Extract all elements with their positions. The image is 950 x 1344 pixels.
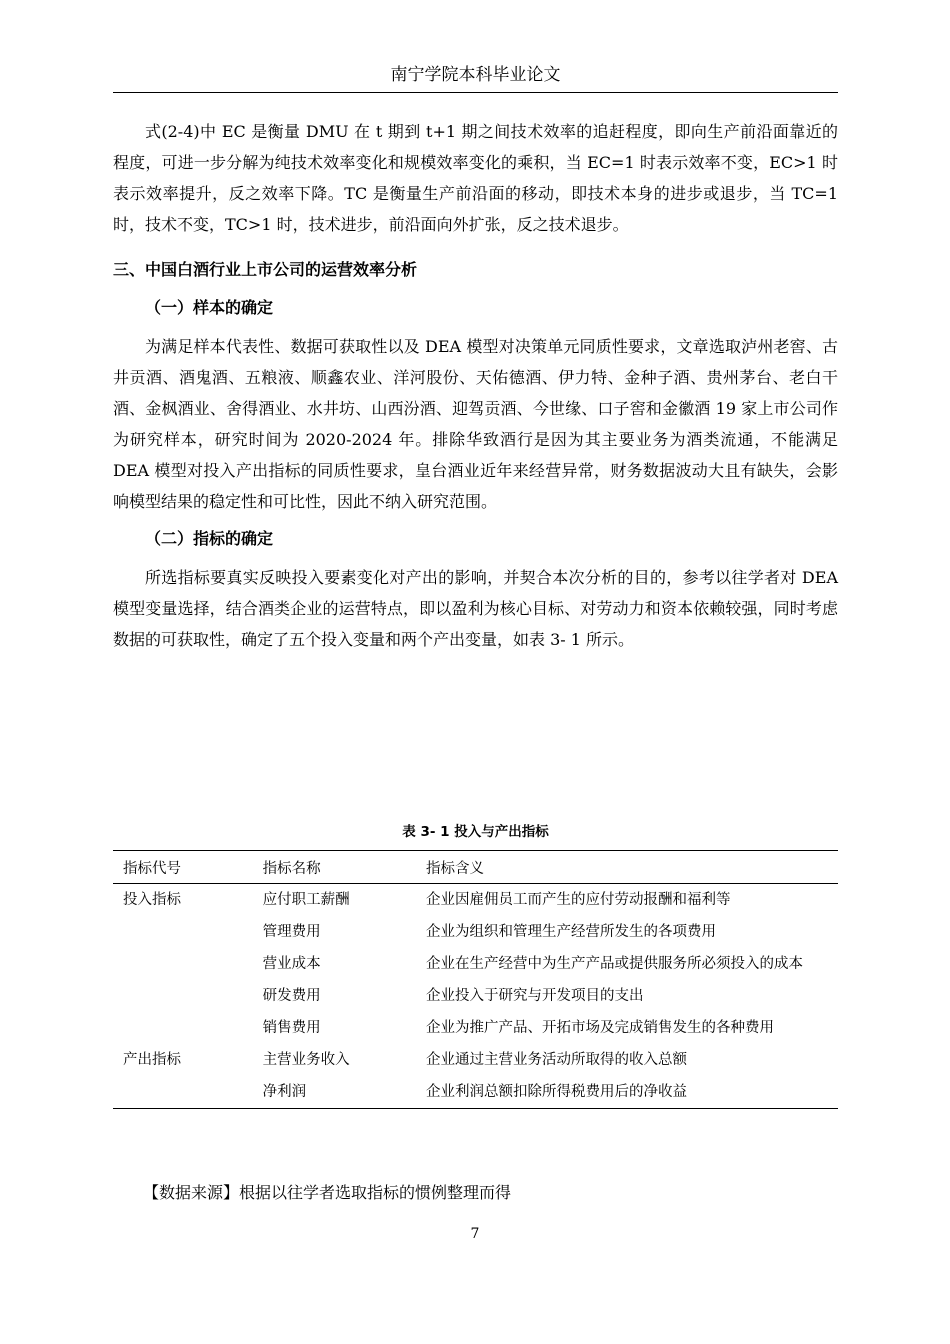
subsection-1-heading: （一）样本的确定: [145, 298, 274, 317]
paragraph-indicators: 所选指标要真实反映投入要素变化对产出的影响，并契合本次分析的目的，参考以往学者对 DEA 模型变量选择，结合酒类企业的运营特点，即以盈利为核心目标、对劳动力和资本依赖较强，同时考虑数据的可获取性，确定了五个投入变量和两个产出变量，如表 3- 1 所示。: [113, 568, 838, 649]
table-cell: 主营业务收入: [262, 1052, 350, 1068]
table-cell: 企业因雇佣员工而产生的应付劳动报酬和福利等: [426, 892, 731, 908]
table-cell: [113, 1076, 253, 1109]
paragraph-ec-tc: 式(2-4)中 EC 是衡量 DMU 在 t 期到 t+1 期之间技术效率的追赶程度，即向生产前沿面靠近的程度，可进一步分解为纯技术效率变化和规模效率变化的乘积，当 EC=1 时表示效率不变，EC>1 时表示效率提升，反之效率下降。TC 是衡量生产前沿面的移动，即技术本身的进步或退步，当 TC=1 时，技术不变，TC>1 时，技术进步，前沿面向外扩张，反之技术退步。: [113, 122, 838, 234]
section-3-heading: 三、中国白酒行业上市公司的运营效率分析: [113, 260, 418, 279]
body-text: [113, 116, 838, 655]
table-cell: [113, 980, 253, 1012]
table-header-cell: 指标代号: [113, 851, 253, 884]
table-header-cell: 指标含义: [416, 851, 838, 884]
table-header-row: [113, 851, 838, 884]
table-row: [113, 1076, 838, 1109]
page-number: 7: [470, 1226, 480, 1242]
table-cell: 净利润: [253, 1076, 416, 1109]
table-cell: 企业利润总额扣除所得税费用后的净收益: [416, 1076, 838, 1109]
header-rule: [113, 92, 838, 93]
subsection-2-heading: （二）指标的确定: [145, 529, 274, 548]
table-cell: 应付职工薪酬: [262, 892, 350, 908]
table-cell: 企业投入于研究与开发项目的支出: [426, 988, 644, 1004]
table-cell: 营业成本: [262, 956, 321, 972]
table-cell: 企业在生产经营中为生产产品或提供服务所必须投入的成本: [426, 956, 804, 972]
table-cell: 研发费用: [262, 988, 321, 1004]
table-cell: [113, 948, 253, 980]
paragraph-sample: 为满足样本代表性、数据可获取性以及 DEA 模型对决策单元同质性要求，文章选取泸州老窖、古井贡酒、酒鬼酒、五粮液、顺鑫农业、洋河股份、天佑德酒、伊力特、金种子酒、贵州茅台、老白干酒、金枫酒业、舍得酒业、水井坊、山西汾酒、迎驾贡酒、今世缘、口子窖和金徽酒 19 家上市公司作为研究样本，研究时间为 2020-2024 年。排除华致酒行是因为其主要业务为酒类流通，不能满足 DEA 模型对投入产出指标的同质性要求，皇台酒业近年来经营异常，财务数据波动大且有缺失，会影响模型结果的稳定性和可比性，因此不纳入研究范围。: [113, 337, 838, 511]
table-cell: 企业为组织和管理生产经营所发生的各项费用: [426, 924, 717, 940]
page-header: 南宁学院本科毕业论文: [390, 65, 561, 85]
indicator-table: [113, 850, 838, 1109]
table-row: [113, 1044, 838, 1076]
table-cell: 企业为推广产品、开拓市场及完成销售发生的各种费用: [426, 1020, 775, 1036]
table-cell: 销售费用: [262, 1020, 321, 1036]
table-source-note: 【数据来源】根据以往学者选取指标的惯例整理而得: [143, 1183, 512, 1202]
table-row: [113, 884, 838, 917]
table-caption: 表 3- 1 投入与产出指标: [402, 824, 549, 840]
table-cell: 产出指标: [123, 1052, 181, 1068]
table-cell: [113, 1012, 253, 1044]
table-cell: 企业通过主营业务活动所取得的收入总额: [426, 1052, 688, 1068]
table-row: [113, 1012, 838, 1044]
table-header-cell: 指标名称: [253, 851, 416, 884]
table-cell: [113, 916, 253, 948]
table-row: [113, 948, 838, 980]
table-row: [113, 980, 838, 1012]
table-cell: 投入指标: [123, 892, 181, 908]
table-row: [113, 916, 838, 948]
table-cell: 管理费用: [262, 924, 321, 940]
